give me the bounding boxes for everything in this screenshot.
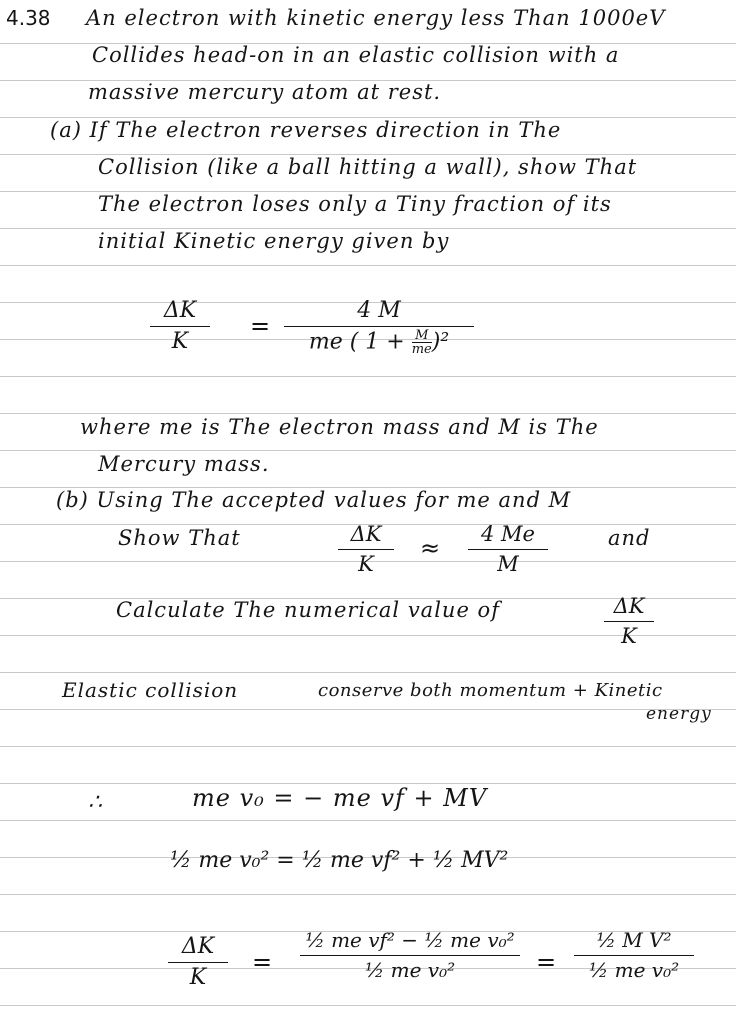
eq1-equals: =: [250, 312, 271, 340]
intro-line-1: An electron with kinetic energy less Than 1000eV: [86, 6, 666, 30]
ratio-equals-1: =: [252, 948, 273, 976]
calc-fraction: ΔK K: [604, 594, 654, 648]
part-a-line-3: The electron loses only a Tiny fraction of its: [98, 192, 612, 216]
eq2-lhs-fraction: ΔK K: [338, 522, 394, 576]
where-line-2: Mercury mass.: [98, 452, 270, 476]
where-line-1: where me is The electron mass and M is The: [80, 415, 599, 439]
eq2-and: and: [608, 526, 651, 550]
calculate-line: Calculate The numerical value of: [116, 598, 500, 622]
ratio-rhs-fraction: ½ M V² ½ me v₀²: [574, 928, 694, 982]
part-a-line-1: (a) If The electron reverses direction in The: [50, 118, 562, 142]
energy-equation: ½ me v₀² = ½ me vf² + ½ MV²: [170, 848, 509, 873]
part-a-line-4: initial Kinetic energy given by: [98, 229, 450, 253]
eq1-rhs-fraction: 4 M me ( 1 + $\frac{M}{me}$ )²: [284, 298, 474, 356]
solution-line-1a: Elastic collision: [62, 678, 239, 702]
therefore-symbol: ∴: [88, 790, 103, 815]
intro-line-2: Collides head-on in an elastic collision with a: [92, 43, 620, 67]
intro-line-3: massive mercury atom at rest.: [88, 80, 442, 104]
solution-line-1b: conserve both momentum + Kinetic: [318, 680, 663, 701]
solution-line-1c: energy: [646, 704, 712, 724]
momentum-equation: me v₀ = − me vf + MV: [192, 784, 488, 812]
eq2-approx: ≈: [420, 534, 441, 562]
ratio-equals-2: =: [536, 948, 557, 976]
eq2-rhs-fraction: 4 Me M: [468, 522, 548, 576]
eq1-lhs-fraction: ΔK K: [150, 298, 210, 354]
ratio-lhs-fraction: ΔK K: [168, 934, 228, 990]
part-b-line: (b) Using The accepted values for me and M: [56, 488, 572, 512]
problem-number: 4.38: [6, 6, 51, 30]
ratio-middle-fraction: ½ me vf² − ½ me v₀² ½ me v₀²: [300, 928, 520, 982]
show-that: Show That: [118, 526, 241, 550]
part-a-line-2: Collision (like a ball hitting a wall), show That: [98, 155, 638, 179]
